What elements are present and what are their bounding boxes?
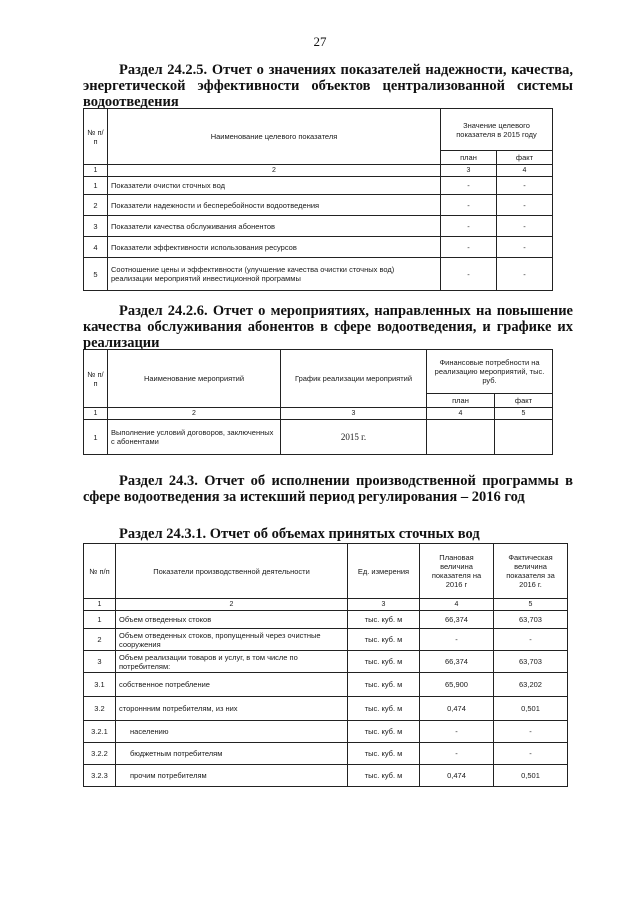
row-num: 3.1 — [84, 673, 116, 697]
section-24-2-5-title-text: Раздел 24.2.5. Отчет о значениях показателей надежности, качества, энергетической эффективности объектов централизованной системы водоотведения — [83, 62, 573, 110]
header-fact: факт — [497, 151, 553, 165]
index-row — [84, 599, 568, 611]
index-cell: 1 — [84, 599, 116, 611]
header-plan: план — [441, 151, 497, 165]
table-row — [84, 177, 553, 195]
row-num: 2 — [84, 629, 116, 651]
row-fact: 63,703 — [494, 611, 568, 629]
reliability-indicators-table — [83, 108, 553, 291]
row-fact: - — [497, 216, 553, 237]
index-cell: 2 — [108, 165, 441, 177]
row-fact: - — [497, 258, 553, 291]
row-fact: - — [494, 629, 568, 651]
row-plan: - — [441, 195, 497, 216]
table-row — [84, 697, 568, 721]
header-fact: Фактическая величина показателя за 2016 г. — [494, 544, 568, 599]
header-measure-name: Наименование мероприятий — [108, 350, 281, 408]
table-row — [84, 237, 553, 258]
row-plan: - — [441, 258, 497, 291]
index-cell: 2 — [116, 599, 348, 611]
row-num: 1 — [84, 611, 116, 629]
index-cell: 4 — [427, 408, 495, 420]
table-row — [84, 258, 553, 291]
row-plan: 0,474 — [420, 697, 494, 721]
table-row — [84, 721, 568, 743]
row-plan: - — [441, 237, 497, 258]
row-num: 3.2 — [84, 697, 116, 721]
row-fact: 63,703 — [494, 651, 568, 673]
row-name: Объем отведенных стоков — [116, 611, 348, 629]
row-name: Объем отведенных стоков, пропущенный через очистные сооружения — [116, 629, 348, 651]
table-row — [84, 216, 553, 237]
row-plan: 66,374 — [420, 651, 494, 673]
row-unit: тыс. куб. м — [348, 629, 420, 651]
header-value-group: Значение целевого показателя в 2015 году — [441, 109, 553, 151]
row-num: 1 — [84, 177, 108, 195]
header-plan: Плановая величина показателя на 2016 г — [420, 544, 494, 599]
header-num: № п/п — [84, 544, 116, 599]
section-24-2-5-title — [83, 62, 573, 110]
section-24-3-1-title-text: Раздел 24.3.1. Отчет об объемах принятых сточных вод — [119, 526, 480, 542]
row-unit: тыс. куб. м — [348, 765, 420, 787]
row-unit: тыс. куб. м — [348, 721, 420, 743]
table-row — [84, 743, 568, 765]
row-schedule: 2015 г. — [281, 420, 427, 455]
row-name: Показатели надежности и бесперебойности водоотведения — [108, 195, 441, 216]
row-name: стороннним потребителям, из них — [116, 697, 348, 721]
index-cell: 3 — [348, 599, 420, 611]
header-indicator-name: Показатели производственной деятельности — [116, 544, 348, 599]
section-24-2-6-title-text: Раздел 24.2.6. Отчет о мероприятиях, направленных на повышение качества обслуживания абонентов в сфере водоотведения, и графике их реализации — [83, 303, 573, 351]
index-row — [84, 408, 553, 420]
header-unit: Ед. измерения — [348, 544, 420, 599]
row-num: 5 — [84, 258, 108, 291]
table-row — [84, 765, 568, 787]
page-number: 27 — [313, 34, 327, 49]
section-24-3-1-title — [83, 526, 483, 542]
section-24-2-6-title — [83, 303, 573, 351]
wastewater-volumes-table — [83, 543, 568, 787]
row-plan: 66,374 — [420, 611, 494, 629]
row-fact: - — [497, 195, 553, 216]
header-finance-group: Финансовые потребности на реализацию мероприятий, тыс. руб. — [427, 350, 553, 394]
row-fact: 0,501 — [494, 765, 568, 787]
index-row — [84, 165, 553, 177]
row-num: 3 — [84, 651, 116, 673]
table-row — [84, 651, 568, 673]
row-name: Выполнение условий договоров, заключенных с абонентами — [108, 420, 281, 455]
header-num: № п/п — [84, 109, 108, 165]
row-fact: - — [497, 177, 553, 195]
header-schedule: График реализации мероприятий — [281, 350, 427, 408]
row-fact: - — [494, 721, 568, 743]
row-name: бюджетным потребителям — [116, 743, 348, 765]
row-fact: 63,202 — [494, 673, 568, 697]
index-cell: 4 — [497, 165, 553, 177]
service-quality-measures-table — [83, 349, 553, 455]
header-plan: план — [427, 394, 495, 408]
index-cell: 2 — [108, 408, 281, 420]
row-plan: 65,900 — [420, 673, 494, 697]
row-num: 3.2.1 — [84, 721, 116, 743]
row-unit: тыс. куб. м — [348, 743, 420, 765]
row-name: Показатели очистки сточных вод — [108, 177, 441, 195]
section-24-3-title — [83, 473, 573, 505]
row-num: 4 — [84, 237, 108, 258]
row-plan: 0,474 — [420, 765, 494, 787]
row-fact: 0,501 — [494, 697, 568, 721]
index-cell: 5 — [494, 599, 568, 611]
row-unit: тыс. куб. м — [348, 697, 420, 721]
row-num: 1 — [84, 420, 108, 455]
row-name: Соотношение цены и эффективности (улучшение качества очистки сточных вод) реализации мероприятий инвестиционной программы — [108, 258, 441, 291]
row-unit: тыс. куб. м — [348, 611, 420, 629]
index-cell: 3 — [281, 408, 427, 420]
row-name: Показатели качества обслуживания абонентов — [108, 216, 441, 237]
table-row — [84, 673, 568, 697]
index-cell: 5 — [495, 408, 553, 420]
header-indicator-name: Наименование целевого показателя — [108, 109, 441, 165]
table-row — [84, 195, 553, 216]
row-plan: - — [441, 216, 497, 237]
row-fact: - — [497, 237, 553, 258]
index-cell: 3 — [441, 165, 497, 177]
row-fact: - — [494, 743, 568, 765]
header-num: № п/п — [84, 350, 108, 408]
row-name: Объем реализации товаров и услуг, в том числе по потребителям: — [116, 651, 348, 673]
table-row — [84, 629, 568, 651]
row-name: Показатели эффективности использования ресурсов — [108, 237, 441, 258]
table-row — [84, 611, 568, 629]
row-fact — [495, 420, 553, 455]
index-cell: 4 — [420, 599, 494, 611]
row-plan — [427, 420, 495, 455]
section-24-3-title-text: Раздел 24.3. Отчет об исполнении производственной программы в сфере водоотведения за истекший период регулирования – 2016 год — [83, 473, 573, 505]
index-cell: 1 — [84, 165, 108, 177]
row-plan: - — [420, 721, 494, 743]
row-name: собственное потребление — [116, 673, 348, 697]
row-num: 2 — [84, 195, 108, 216]
row-plan: - — [420, 743, 494, 765]
row-name: прочим потребителям — [116, 765, 348, 787]
row-name: населению — [116, 721, 348, 743]
row-plan: - — [420, 629, 494, 651]
table-row — [84, 420, 553, 455]
row-unit: тыс. куб. м — [348, 651, 420, 673]
header-fact: факт — [495, 394, 553, 408]
row-num: 3 — [84, 216, 108, 237]
row-num: 3.2.2 — [84, 743, 116, 765]
row-plan: - — [441, 177, 497, 195]
row-unit: тыс. куб. м — [348, 673, 420, 697]
index-cell: 1 — [84, 408, 108, 420]
row-num: 3.2.3 — [84, 765, 116, 787]
